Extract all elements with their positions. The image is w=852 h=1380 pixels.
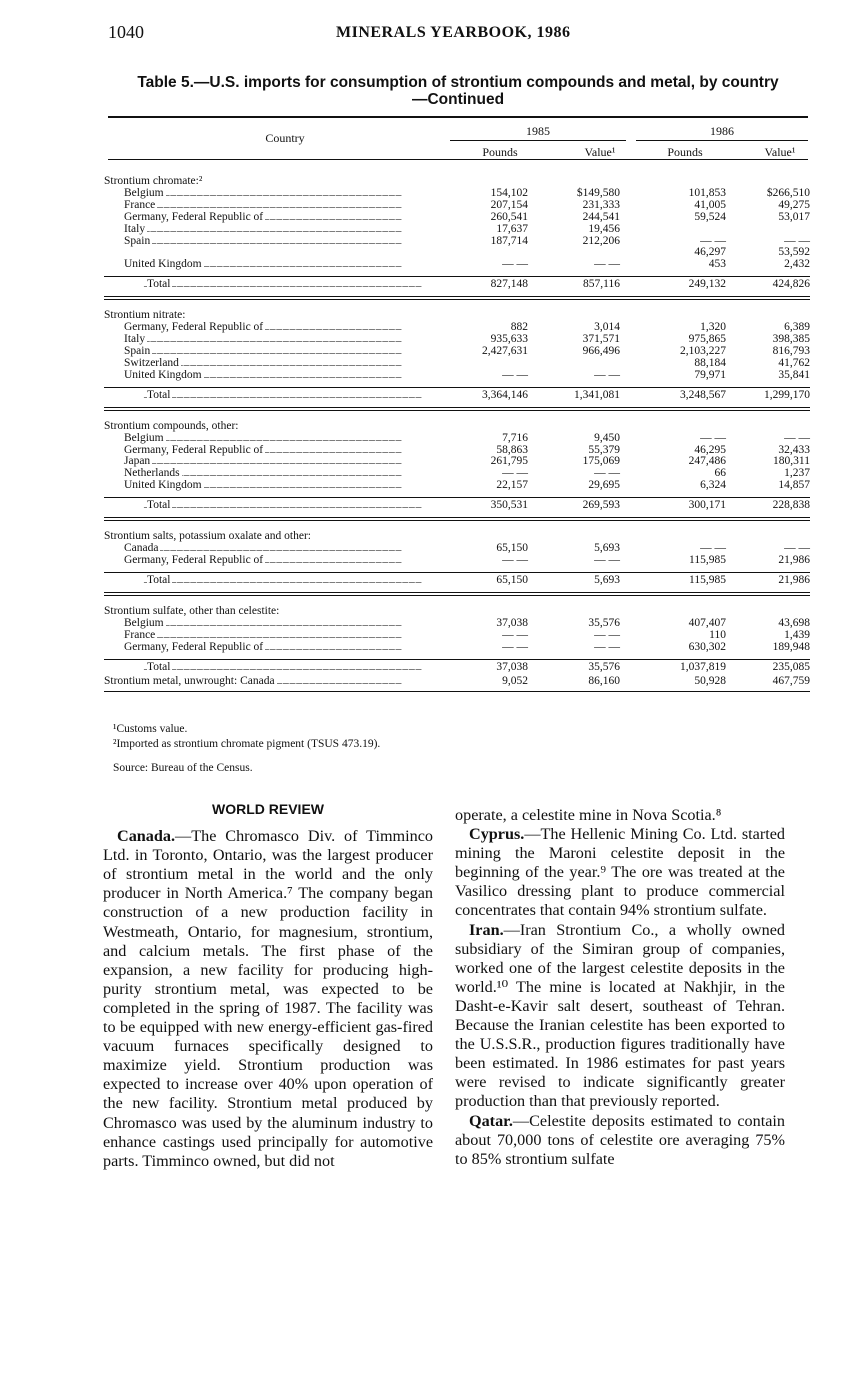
table-cell: 115,985 — [689, 554, 726, 567]
row-label — [104, 334, 440, 346]
section-divider — [104, 407, 810, 411]
table-cell: 37,038 — [496, 616, 528, 629]
row-label-text: Total — [147, 500, 171, 512]
table-section — [104, 531, 810, 596]
table-cell: 115,985 — [689, 573, 726, 586]
row-label — [104, 322, 440, 334]
table-cell: 424,826 — [772, 278, 810, 291]
table-cell: 235,085 — [772, 660, 810, 673]
section-label: Strontium chromate:² — [104, 175, 203, 187]
table-title-line2: —Continued — [411, 91, 505, 108]
table-end-rule — [104, 691, 810, 692]
table-row — [104, 259, 810, 271]
table-row — [104, 480, 810, 492]
qatar-lead: Qatar. — [469, 1111, 513, 1130]
table-cell: 59,524 — [694, 210, 726, 223]
table-cell: 175,069 — [582, 455, 620, 468]
table-cell: 22,157 — [496, 479, 528, 492]
header-value-1985: Value¹ — [584, 145, 616, 159]
row-label-text: Total — [147, 661, 171, 673]
table-cell: 882 — [510, 321, 528, 334]
table-cell: — — — [700, 234, 726, 247]
table-cell: — — — [502, 554, 528, 567]
header-year-1985: 1985 — [526, 124, 550, 138]
table-row — [104, 642, 810, 654]
table-cell: 17,637 — [496, 222, 528, 235]
year2-rule — [636, 140, 808, 141]
table-cell: 9,450 — [594, 431, 620, 444]
table-cell: 816,793 — [772, 345, 810, 358]
row-label — [104, 555, 440, 567]
section-divider — [104, 296, 810, 300]
table-cell: 269,593 — [582, 499, 620, 512]
row-label — [104, 358, 440, 370]
row-label-text: United Kingdom — [124, 480, 202, 492]
table-cell: 5,693 — [594, 542, 620, 555]
table-cell: 3,248,567 — [680, 388, 726, 401]
row-label — [104, 236, 440, 248]
table-cell: 1,037,819 — [680, 660, 726, 673]
table-cell — [726, 224, 810, 236]
row-label — [104, 259, 440, 271]
table-cell: 1,237 — [784, 467, 810, 480]
table-cell: 32,433 — [778, 443, 810, 456]
table-cell: — — — [594, 628, 620, 641]
row-label-text: Spain — [124, 346, 151, 358]
table-cell: — — — [502, 258, 528, 271]
canada-continuation: operate, a celestite mine in Nova Scotia.⁸ — [455, 806, 722, 824]
table-title — [108, 74, 808, 108]
table-cell: 35,576 — [588, 660, 620, 673]
row-label-text: Switzerland — [124, 357, 179, 369]
table-cell: 6,389 — [784, 321, 810, 334]
table-row — [104, 370, 810, 382]
row-label — [104, 642, 440, 654]
imports-table — [104, 176, 810, 692]
table-cell: 7,716 — [502, 431, 528, 444]
table-cell: 49,275 — [778, 198, 810, 211]
row-label-text: Belgium — [124, 432, 164, 444]
row-label-text: Belgium — [124, 617, 164, 629]
table-cell: 857,116 — [583, 278, 620, 291]
row-label — [104, 433, 440, 445]
table-cell: 180,311 — [773, 455, 810, 468]
row-label — [104, 662, 440, 676]
table-cell: 228,838 — [772, 499, 810, 512]
table-cell: — — — [502, 368, 528, 381]
row-label-text: Italy — [124, 334, 146, 346]
page-header — [108, 22, 808, 46]
row-label — [104, 468, 440, 480]
table-cell: 21,986 — [778, 573, 810, 586]
row-label-text: Netherlands — [124, 468, 180, 480]
table-cell: 630,302 — [688, 640, 726, 653]
row-label-text: Italy — [124, 223, 146, 235]
row-label-text: Japan — [124, 456, 151, 468]
table-cell: — — — [784, 542, 810, 555]
total-row — [104, 572, 810, 589]
section-label: Strontium salts, potassium oxalate and other: — [104, 530, 311, 543]
total-row — [104, 387, 810, 404]
row-label — [104, 543, 440, 555]
row-label-text: Canada — [124, 543, 159, 555]
row-label-text: Germany, Federal Republic of — [124, 322, 264, 334]
table-section — [104, 421, 810, 521]
header-country: Country — [265, 131, 305, 145]
table-cell: 244,541 — [582, 210, 620, 223]
table-row — [104, 433, 810, 445]
table-row — [104, 212, 810, 224]
table-cell: 65,150 — [496, 573, 528, 586]
footnote-2: ²Imported as strontium chromate pigment (TSUS 473.19). — [113, 738, 381, 750]
table-cell: 2,103,227 — [680, 345, 726, 358]
canada-text: —The Chromasco Div. of Timminco Ltd. in Toronto, Ontario, was the largest producer of strontium metal in the world and the only producer in North America.⁷ The company began construction of a new production facility in Westmeath, Ontario, for magnesium, strontium, and calcium metals. The first phase of the expansion, a new facility for producing high-purity strontium metal, was expected to be completed in the spring of 1987. The facility was to be equipped with new energy-efficient gas-fired vacuum furnaces specifically designed to maximize yield. Strontium production was expected to increase over 40% upon operation of the new facility. Strontium metal produced by Chromasco was used by the aluminum industry to enhance castings used principally for automotive parts. Timminco owned, but did not — [103, 827, 433, 1170]
running-title: MINERALS YEARBOOK, 1986 — [336, 24, 571, 41]
table-row — [104, 456, 810, 468]
table-cell: 827,148 — [490, 278, 528, 291]
table-cell: 935,633 — [490, 333, 528, 346]
section-heading: WORLD REVIEW — [212, 801, 324, 817]
row-label-text: Germany, Federal Republic of — [124, 444, 264, 456]
iran-paragraph — [455, 921, 785, 1112]
canada-lead: Canada. — [117, 827, 176, 846]
row-label — [104, 676, 440, 688]
row-label — [104, 224, 440, 236]
header-pounds-1986: Pounds — [667, 145, 703, 159]
table-cell: 2,427,631 — [482, 345, 528, 358]
table-cell: 453 — [708, 258, 726, 271]
table-cell — [440, 358, 528, 370]
table-cell: 3,364,146 — [482, 388, 528, 401]
table-cell: 1,439 — [784, 628, 810, 641]
table-cell: 21,986 — [778, 554, 810, 567]
iran-lead: Iran. — [469, 920, 504, 939]
table-cell — [528, 358, 620, 370]
row-label — [104, 200, 440, 212]
row-label-text: Belgium — [124, 188, 164, 199]
table-cell: 212,206 — [582, 234, 620, 247]
table-cell: — — — [594, 640, 620, 653]
table-cell: 88,184 — [694, 356, 726, 369]
table-cell: 53,592 — [778, 246, 810, 259]
table-cell: 43,698 — [778, 616, 810, 629]
table-cell: 1,341,081 — [574, 388, 620, 401]
header-value-1986: Value¹ — [764, 145, 796, 159]
table-cell: 350,531 — [490, 499, 528, 512]
table-cell: 260,541 — [490, 210, 528, 223]
row-label — [104, 212, 440, 224]
qatar-paragraph — [455, 1112, 785, 1169]
section-label: Strontium sulfate, other than celestite: — [104, 604, 280, 617]
table-cell: 966,496 — [582, 345, 620, 358]
table-cell: — — — [594, 554, 620, 567]
row-label — [104, 618, 440, 630]
header-year-1986: 1986 — [710, 124, 734, 138]
total-row — [104, 497, 810, 514]
table-cell: 14,857 — [778, 479, 810, 492]
row-label-text: Germany, Federal Republic of — [124, 211, 264, 223]
table-cell: — — — [784, 431, 810, 444]
table-cell: 35,841 — [778, 368, 810, 381]
row-label-text: Spain — [124, 235, 151, 247]
row-label-text: United Kingdom — [124, 369, 202, 381]
table-cell: — — — [700, 431, 726, 444]
row-label-text: Total — [147, 389, 171, 401]
table-cell: 467,759 — [772, 674, 810, 687]
cyprus-lead: Cyprus. — [469, 825, 525, 844]
row-label-text: Strontium metal, unwrought: Canada — [104, 675, 275, 687]
table-section — [104, 310, 810, 410]
table-row — [104, 247, 810, 259]
year1-rule — [450, 140, 626, 141]
table-cell: 231,333 — [582, 198, 620, 211]
section-label: Strontium compounds, other: — [104, 419, 239, 432]
table-cell: 29,695 — [588, 479, 620, 492]
table-cell: 1,299,170 — [764, 388, 810, 401]
row-label-text: Total — [147, 279, 171, 291]
table-cell: 86,160 — [588, 674, 620, 687]
table-cell: — — — [700, 542, 726, 555]
row-label — [104, 279, 440, 293]
table-cell: 371,571 — [582, 333, 620, 346]
row-label-text: France — [124, 199, 156, 211]
row-label — [104, 346, 440, 358]
table-cell: 110 — [709, 628, 726, 641]
table-row — [104, 555, 810, 567]
table-cell: 19,456 — [588, 222, 620, 235]
header-pounds-1985: Pounds — [482, 145, 518, 159]
table-cell: $149,580 — [576, 187, 620, 199]
table-cell: 975,865 — [688, 333, 726, 346]
table-source: Source: Bureau of the Census. — [113, 762, 253, 774]
table-row — [104, 618, 810, 630]
table-cell: — — — [594, 258, 620, 271]
table-cell — [620, 224, 726, 236]
table-cell: 2,432 — [784, 258, 810, 271]
table-cell: — — — [594, 467, 620, 480]
row-label — [104, 500, 440, 514]
table-cell: 207,154 — [490, 198, 528, 211]
table-cell: 189,948 — [772, 640, 810, 653]
total-row — [104, 659, 810, 676]
table-cell: 53,017 — [778, 210, 810, 223]
table-cell: 247,486 — [688, 455, 726, 468]
table-cell: 65,150 — [496, 542, 528, 555]
top-rule — [108, 116, 808, 118]
row-label-text: France — [124, 629, 156, 641]
table-cell: 9,052 — [502, 674, 528, 687]
table-cell: — — — [594, 368, 620, 381]
table-cell: 6,324 — [700, 479, 726, 492]
table-row — [104, 224, 810, 236]
article-right-column — [455, 806, 785, 1169]
section-divider — [104, 592, 810, 596]
table-section — [104, 176, 810, 300]
table-cell: $266,510 — [766, 187, 810, 199]
article-left-column — [103, 800, 433, 1171]
table-cell: 249,132 — [688, 278, 726, 291]
table-cell: 261,795 — [490, 455, 528, 468]
total-row — [104, 276, 810, 293]
qatar-text: —Celestite deposits estimated to contain about 70,000 tons of celestite ore averaging 75% to 85% strontium sulfate — [455, 1111, 785, 1168]
table-cell: 300,171 — [688, 499, 726, 512]
table-cell: 398,385 — [772, 333, 810, 346]
page-number: 1040 — [108, 22, 144, 42]
row-label — [104, 370, 440, 382]
footnote-1: ¹Customs value. — [113, 723, 188, 735]
table-cell: 79,971 — [694, 368, 726, 381]
row-label-text: Total — [147, 574, 171, 586]
section-divider — [104, 517, 810, 521]
table-cell: — — — [784, 234, 810, 247]
table-row — [104, 676, 810, 688]
row-label-text: United Kingdom — [124, 259, 202, 271]
iran-text: —Iran Strontium Co., a wholly owned subsidiary of the Simiran group of companies, worked one of the largest celestite deposits in the world.¹⁰ The mine is located at Nakhjir, in the Dasht-e-Kavir salt desert, southeast of Tehran. Because the Iranian celestite has been exported to the U.S.S.R., production figures traditionally have been estimated. In 1986 estimates for past years were revised to indicate significantly greater production than that previously reported. — [455, 920, 785, 1111]
table-cell: 50,928 — [694, 674, 726, 687]
table-row — [104, 358, 810, 370]
table-cell: 187,714 — [490, 234, 528, 247]
footnotes — [113, 722, 380, 752]
row-label — [104, 630, 440, 642]
table-cell: 101,853 — [688, 187, 726, 199]
table-title-line1: Table 5.—U.S. imports for consumption of strontium compounds and metal, by country — [137, 74, 779, 91]
table-cell: 41,005 — [694, 198, 726, 211]
row-label-text: Germany, Federal Republic of — [124, 555, 264, 567]
row-label — [104, 188, 440, 200]
table-cell: 3,014 — [594, 321, 620, 334]
table-cell: 46,297 — [694, 246, 726, 259]
row-label-text: Germany, Federal Republic of — [124, 641, 264, 653]
table-cell: 35,576 — [588, 616, 620, 629]
cyprus-paragraph — [455, 825, 785, 920]
table-cell: — — — [502, 628, 528, 641]
table-cell: 154,102 — [490, 187, 528, 199]
row-label — [104, 456, 440, 468]
table-cell: 1,320 — [700, 321, 726, 334]
row-label — [104, 445, 440, 457]
row-label — [104, 390, 440, 404]
table-cell: 58,863 — [496, 443, 528, 456]
row-label — [104, 480, 440, 492]
table-cell: — — — [502, 640, 528, 653]
table-row — [104, 630, 810, 642]
canada-paragraph — [103, 827, 433, 1171]
row-label — [104, 575, 440, 589]
table-cell: — — — [502, 467, 528, 480]
section-label: Strontium nitrate: — [104, 309, 186, 322]
table-cell: 407,407 — [688, 616, 726, 629]
table-section — [104, 606, 810, 676]
table-row — [104, 200, 810, 212]
table-cell: 37,038 — [496, 660, 528, 673]
table-cell: 55,379 — [588, 443, 620, 456]
cyprus-text: —The Hellenic Mining Co. Ltd. started mining the Maroni celestite deposit in the beginning of the year.⁹ The ore was treated at the Vasilico dressing plant to produce commercial concentrates that contain 94% strontium sulfate. — [455, 825, 785, 920]
table-cell: 66 — [714, 467, 726, 480]
table-cell: 5,693 — [594, 573, 620, 586]
table-cell: 46,295 — [694, 443, 726, 456]
table-cell: 41,762 — [778, 356, 810, 369]
